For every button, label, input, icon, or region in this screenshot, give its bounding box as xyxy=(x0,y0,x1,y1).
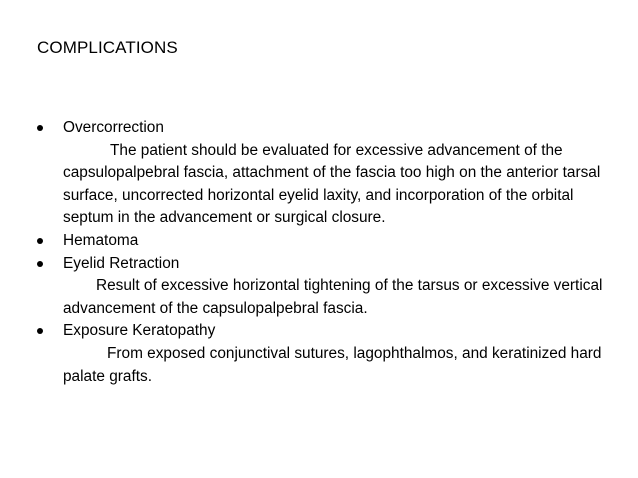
item-label: Hematoma xyxy=(63,231,139,249)
item-label: Overcorrection xyxy=(63,119,164,136)
item-label: Exposure Keratopathy xyxy=(63,322,216,340)
item-detail: The patient should be evaluated for excessive advancement of the capsulopalpebral fascia, attachment of the fascia too high on the anterior tarsal surface, uncorrected horizontal eyelid laxity, and incorporation of the orbital septum in the advancement or surgical closure. xyxy=(63,141,601,227)
item-label: Eyelid Retraction xyxy=(63,254,180,272)
slide-title: COMPLICATIONS xyxy=(37,38,178,57)
item-detail: From exposed conjunctival sutures, lagophthalmos, and keratinized hard palate grafts. xyxy=(63,344,602,385)
list-item-hematoma xyxy=(37,230,607,253)
list-item-overcorrection xyxy=(37,117,607,230)
item-detail: Result of excessive horizontal tightening of the tarsus or excessive vertical advancement of the capsulopalpebral fascia. xyxy=(63,277,603,317)
list-item-eyelid-retraction xyxy=(37,253,607,321)
list-item-exposure-keratopathy xyxy=(37,320,607,388)
bullet-list xyxy=(37,117,607,388)
